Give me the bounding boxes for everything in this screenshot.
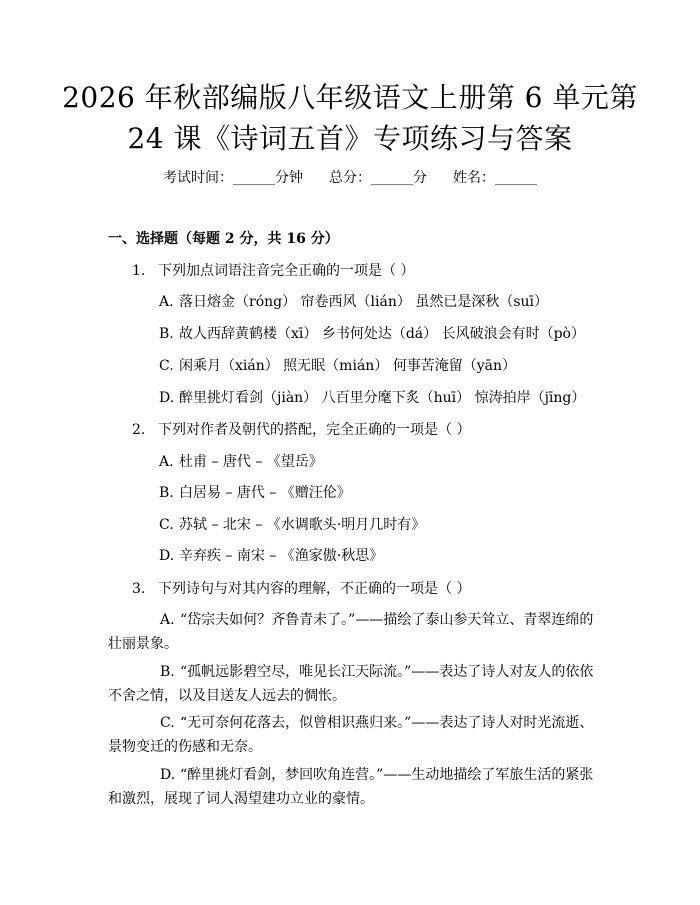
option-letter: A.: [159, 454, 174, 470]
question-option: [108, 763, 605, 811]
question-option: [159, 515, 425, 535]
exam-meta: [0, 168, 700, 188]
option-text: “岱宗夫如何？齐鲁青未了。”——描绘了泰山参天耸立、青翠连绵的壮丽景象。: [108, 612, 594, 652]
question-text: 下列对作者及朝代的搭配，完全正确的一项是（ ）: [158, 422, 471, 438]
total-score-label: 总分：______分: [329, 170, 427, 186]
question-number: 1.: [132, 263, 146, 279]
question-option: [159, 483, 351, 503]
option-text: 闲乘月（xián） 照无眠（mián） 何事苦淹留（yān）: [179, 358, 517, 374]
question-option: [108, 660, 605, 708]
option-letter: D.: [159, 548, 175, 564]
section-heading-choice: 一、选择题（每题 2 分，共 16 分）: [108, 231, 339, 247]
question-option: [159, 324, 585, 344]
option-text: “醉里挑灯看剑，梦回吹角连营。”——生动地描绘了军旅生活的紧张和激烈，展现了词人渴望建功立业的豪情。: [108, 767, 594, 807]
question-option: [108, 711, 605, 759]
question-number: 2.: [132, 422, 146, 438]
question-option: [159, 452, 323, 472]
question-stem: [132, 261, 414, 281]
question-text: 下列加点词语注音完全正确的一项是（ ）: [158, 263, 415, 279]
document-title-line-2: 24 课《诗词五首》专项练习与答案: [127, 122, 573, 155]
question-number: 3.: [132, 581, 146, 597]
option-letter: C.: [159, 358, 174, 374]
exam-time-label: 考试时间：______分钟: [163, 170, 303, 186]
question-option: [159, 546, 383, 566]
question-stem: [132, 579, 470, 599]
option-text: “孤帆远影碧空尽，唯见长江天际流。”——表达了诗人对友人的依依不舍之情，以及目送友人远去的惆怅。: [108, 664, 594, 704]
question-option: [159, 292, 548, 312]
option-text: 辛弃疾 – 南宋 – 《渔家傲·秋思》: [179, 548, 384, 564]
student-name-label: 姓名：______: [453, 170, 537, 186]
option-letter: A.: [160, 612, 175, 628]
option-text: 杜甫 – 唐代 – 《望岳》: [179, 454, 323, 470]
question-option: [159, 388, 585, 408]
option-letter: D.: [160, 767, 176, 783]
option-text: 苏轼 – 北宋 – 《水调歌头·明月几时有》: [179, 517, 426, 533]
option-text: 落日熔金（róng） 帘卷西风（lián） 虽然已是深秋（suī）: [179, 294, 548, 310]
question-option: [159, 356, 516, 376]
option-text: 故人西辞黄鹤楼（xī） 乡书何处达（dá） 长风破浪会有时（pò）: [179, 326, 585, 342]
question-stem: [132, 420, 470, 440]
question-text: 下列诗句与对其内容的理解，不正确的一项是（ ）: [158, 581, 471, 597]
option-text: 醉里挑灯看剑（jiàn） 八百里分麾下炙（huī） 惊涛拍岸（jīng）: [179, 390, 586, 406]
option-letter: C.: [160, 715, 175, 731]
option-letter: C.: [159, 517, 174, 533]
option-text: 白居易 – 唐代 – 《赠汪伦》: [179, 485, 351, 501]
option-letter: B.: [159, 485, 174, 501]
document-title-line-1: 2026 年秋部编版八年级语文上册第 6 单元第: [62, 81, 638, 114]
question-option: [108, 608, 605, 656]
option-text: “无可奈何花落去，似曾相识燕归来。”——表达了诗人对时光流逝、景物变迁的伤感和无奈。: [108, 715, 594, 755]
option-letter: A.: [159, 294, 174, 310]
option-letter: B.: [160, 664, 175, 680]
option-letter: B.: [159, 326, 174, 342]
option-letter: D.: [159, 390, 175, 406]
